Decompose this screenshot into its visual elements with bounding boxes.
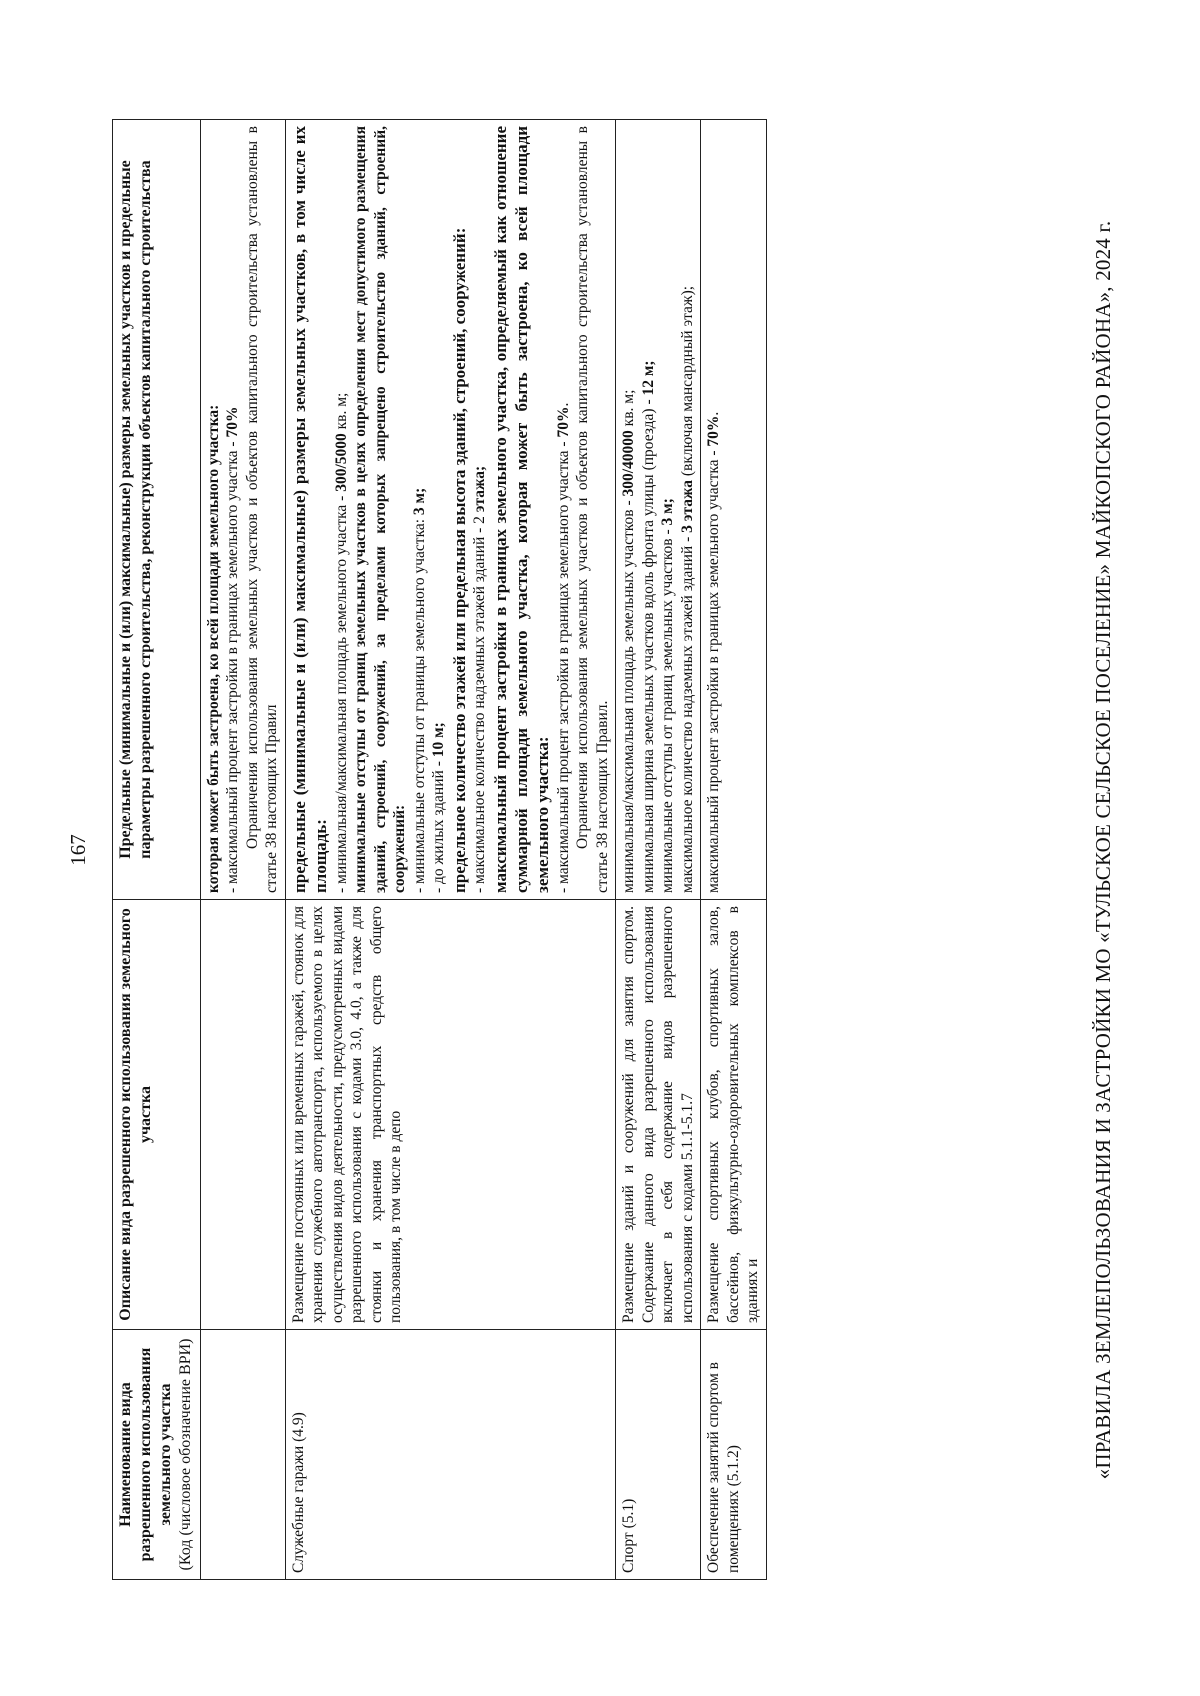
parameter-value: 10 м; [430,722,448,758]
zoning-table [112,119,767,1580]
parameter-text: предельные (минимальные и (или) максимальные) размеры земельных участков, в том числе их площадь: [289,126,331,893]
parameter-text: максимальное количество надземных этажей зданий - [678,532,696,893]
parameter-unit: . [554,402,572,407]
parameter-line [410,126,430,893]
document-footer: «ПРАВИЛА ЗЕМЛЕПОЛЬЗОВАНИЯ И ЗАСТРОЙКИ МО «ТУЛЬСКОЕ СЕЛЬСКОЕ ПОСЕЛЕНИЕ» МАЙКОПСКОГО РАЙОНА», 2024 г. [1091,220,1115,1480]
land-use-name: Спорт (5.1) [616,1330,701,1580]
parameter-line [223,126,243,893]
parameter-line [619,126,639,893]
parameter-text: - максимальный процент застройки в границах земельного участка - [554,437,572,893]
parameter-text: минимальная/максимальная площадь земельных участков - [620,496,638,893]
land-use-parameters [200,120,285,900]
parameter-unit: . [705,411,723,416]
parameter-line [332,126,352,893]
header-description-column: Описание вида разрешенного использования земельного участка [113,900,201,1330]
land-use-parameters [616,120,701,900]
parameter-unit: (включая мансардный этаж); [678,285,696,480]
parameter-text: - минимальная/максимальная площадь земельного участка - [332,491,350,893]
header-name-column [113,1330,201,1580]
parameter-line [573,126,612,893]
table-row [616,120,701,1580]
parameter-line [429,126,449,893]
parameter-value: 3 м; [659,498,677,526]
land-use-name: Служебные гаражи (4.9) [285,1330,616,1580]
land-use-description: Размещение спортивных клубов, спортивных залов, бассейнов, физкультурно-оздоровительных комплексов в зданиях и [701,900,767,1330]
table-row [200,120,285,1580]
parameter-line [243,126,282,893]
land-use-description: Размещение постоянных или временных гаражей, стоянок для хранения служебного автотранспорта, используемого в целях осуществления видов деятельности, предусмотренных видами разрешенного использования с кодами 3.0, 4.0, а также для стоянки и хранения транспортных средств общего пользования, в том числе в депо [285,900,616,1330]
land-use-name: Обеспечение занятий спортом в помещениях (5.1.2) [701,1330,767,1580]
parameter-line [678,126,698,893]
parameter-value: 70% [554,406,572,438]
parameter-value: этажа; [471,465,488,513]
parameter-line [204,126,224,893]
parameter-line [554,126,574,893]
header-parameters-column: Предельные (минимальные и (или) максимальные) размеры земельных участков и предельные параметры разрешенного строительства, реконструкции объектов капитального строительства [113,120,201,900]
table-row [701,120,767,1580]
land-use-description: Размещение зданий и сооружений для занятия спортом. Содержание данного вида разрешенного использования включает в себя содержание видов разрешенного использования с кодами 5.1.1-5.1.7 [616,900,701,1330]
parameter-unit: кв. м; [620,389,638,431]
parameter-unit: кв. м; [332,392,350,434]
table-row [285,120,616,1580]
parameter-text: - максимальный процент застройки в границах земельного участка - [224,437,242,893]
parameter-text: - минимальные отступы от границы земельного участка: [410,515,428,893]
parameter-text: максимальный процент застройки в границах земельного участка, определяемый как отношение суммарной площади земельного участка, которая может быть застроена, ко всей площади земельного участка: [490,126,553,893]
land-use-parameters [701,120,767,900]
parameter-text: Ограничения использования земельных участков и объектов капитального строительства установлены в статье 38 настоящих Правил. [574,126,611,893]
parameter-value: 300/5000 [332,433,350,492]
parameter-value: 70% [705,415,723,447]
parameter-text: максимальный процент застройки в границах земельного участка - [705,446,723,893]
parameter-line [658,126,678,893]
parameter-value: 70% [224,406,242,438]
parameter-value: 3 этажа [678,479,696,533]
parameter-line [449,126,470,893]
land-use-description [200,900,285,1330]
parameter-value: 300/40000 [620,430,638,497]
page-number: 167 [66,834,90,866]
parameter-line [470,126,490,893]
parameter-text: минимальная ширина земельных участков вдоль фронта улицы (проезда) - [639,395,657,893]
parameter-line [704,126,724,893]
parameter-text: которая может быть застроена, ко всей площади земельного участка: [204,404,222,893]
parameter-value: 3 м; [410,487,428,516]
parameter-line [490,126,554,893]
land-use-parameters [285,120,616,900]
land-use-name [200,1330,285,1580]
parameter-line [351,126,410,893]
parameter-line [639,126,659,893]
header-name-bold: Наименование вида разрешенного использования земельного участка [117,1347,175,1562]
parameter-line [289,126,332,893]
parameter-text: - до жилых зданий - [430,757,448,893]
header-code-note: (Код (числовое обозначение ВРИ) [177,1338,195,1571]
parameter-text: Ограничения использования земельных участков и объектов капитального строительства установлены в статье 38 настоящих Правил [243,126,281,893]
parameter-text: предельное количество этажей или предельная высота зданий, строений, сооружений: [449,227,469,893]
table-header-row [113,120,201,1580]
parameter-text: минимальные отступы от границ земельных участков - [659,525,677,893]
parameter-value: 12 м; [639,360,657,396]
table-body [200,120,766,1580]
rotated-page [66,70,1134,1630]
parameter-text: - максимальное количество надземных этажей зданий - 2 [471,512,488,893]
parameter-text: минимальные отступы от границ земельных участков в целях определения мест допустимого размещения зданий, строений, сооружений, за пределами которых запрещено строительство зданий, строений, сооружений: [352,126,409,893]
